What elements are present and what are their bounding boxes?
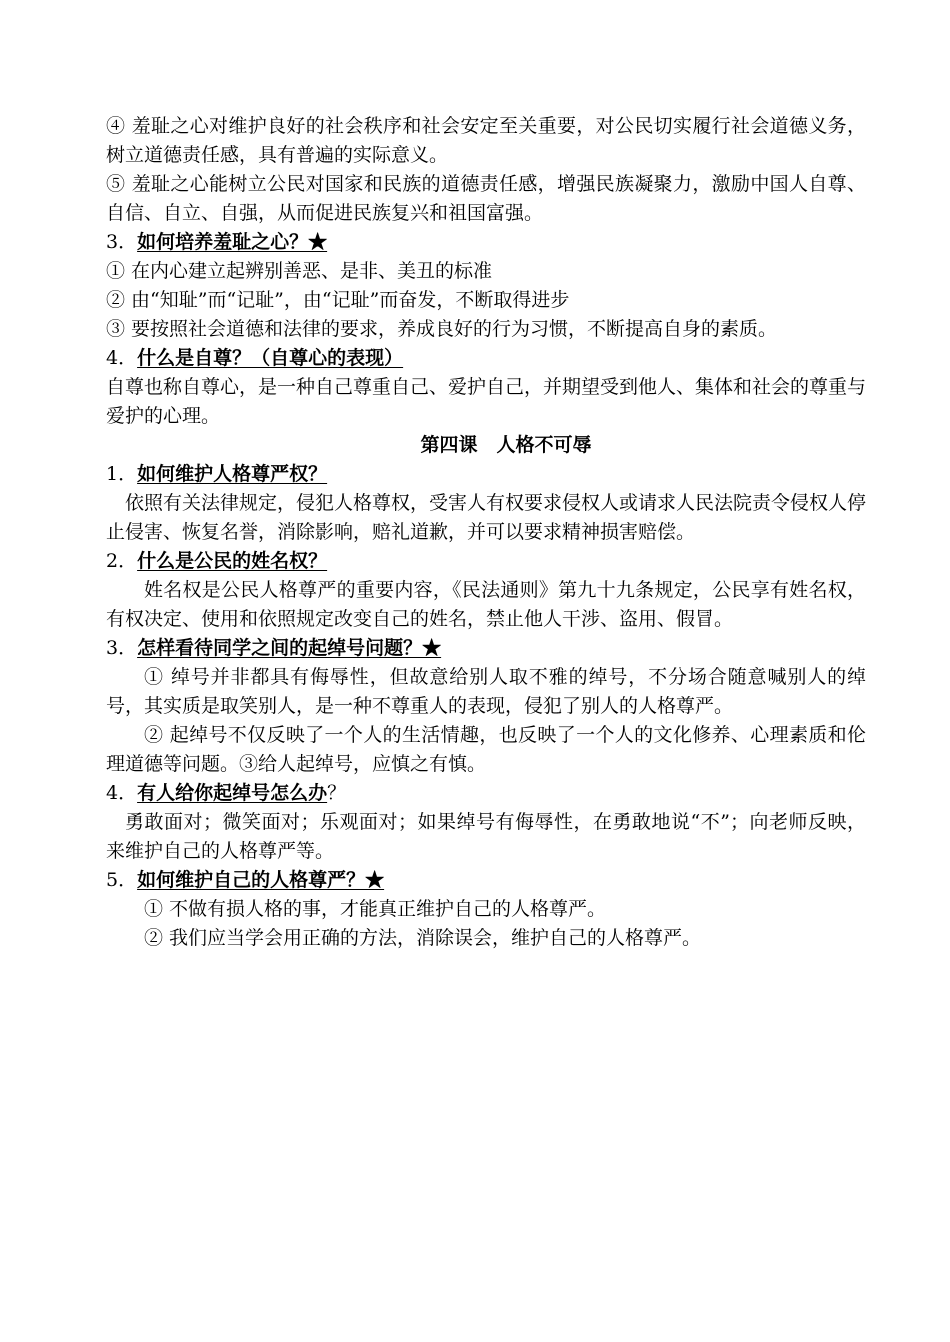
- list-item: ② 我们应当学会用正确的方法，消除误会，维护自己的人格尊严。: [144, 927, 702, 949]
- question-number: 3．: [106, 637, 138, 659]
- question-title: 如何维护人格尊严权？: [137, 463, 328, 485]
- answer-paragraph: ② 起绰号不仅反映了一个人的生活情趣，也反映了一个人的文化修养、心理素质和伦理道德等问题。③给人起绰号，应慎之有慎。: [106, 724, 866, 775]
- list-item: ① 不做有损人格的事，才能真正维护自己的人格尊严。: [144, 898, 607, 920]
- question-title: 如何维护自己的人格尊严？★: [137, 869, 385, 891]
- question-heading-3: [106, 228, 866, 257]
- list-item: ③ 要按照社会道德和法律的要求，养成良好的行为习惯，不断提高自身的素质。: [106, 318, 778, 340]
- answer-paragraph: 自尊也称自尊心，是一种自己尊重自己、爱护自己，并期望受到他人、集体和社会的尊重与爱护的心理。: [106, 376, 867, 427]
- question-title: 什么是公民的姓名权？: [137, 550, 328, 572]
- list-item: ② 由“知耻”而“记耻”，由“记耻”而奋发，不断取得进步: [106, 289, 570, 311]
- answer-paragraph: 勇敢面对；微笑面对；乐观面对；如果绰号有侮辱性，在勇敢地说“不”；向老师反映，来维护自己的人格尊严等。: [106, 811, 866, 862]
- lesson-question-heading-2: [106, 547, 866, 576]
- question-title: 什么是自尊？（自尊心的表现）: [137, 347, 404, 369]
- question-title: 怎样看待同学之间的起绰号问题？★: [137, 637, 442, 659]
- document-page: [106, 112, 866, 953]
- question-number: 4．: [106, 347, 138, 369]
- lesson-question-heading-3: [106, 634, 866, 663]
- question-mark: ？: [327, 782, 347, 804]
- question-heading-4: [106, 344, 866, 373]
- paragraph-shame-item-5: ⑤ 羞耻之心能树立公民对国家和民族的道德责任感，增强民族凝聚力，激励中国人自尊、自信、自立、自强，从而促进民族复兴和祖国富强。: [106, 173, 866, 224]
- question-number: 4．: [106, 782, 138, 804]
- lesson-question-heading-4: [106, 779, 866, 808]
- lesson-title: 第四课 人格不可辱: [420, 434, 592, 456]
- question-number: 2．: [106, 550, 138, 572]
- paragraph-shame-item-4: ④ 羞耻之心对维护良好的社会秩序和社会安定至关重要，对公民切实履行社会道德义务，树立道德责任感，具有普遍的实际意义。: [106, 115, 866, 166]
- list-item: ① 在内心建立起辨别善恶、是非、美丑的标准: [106, 260, 493, 282]
- question-number: 1．: [106, 463, 138, 485]
- lesson-question-heading-1: [106, 460, 866, 489]
- question-title: 有人给你起绰号怎么办: [137, 782, 328, 804]
- answer-paragraph: 姓名权是公民人格尊严的重要内容，《民法通则》第九十九条规定，公民享有姓名权，有权决定、使用和依照规定改变自己的姓名，禁止他人干涉、盗用、假冒。: [106, 579, 866, 630]
- lesson-question-heading-5: [106, 866, 866, 895]
- answer-paragraph: ① 绰号并非都具有侮辱性，但故意给别人取不雅的绰号，不分场合随意喊别人的绰号，其实质是取笑别人，是一种不尊重人的表现，侵犯了别人的人格尊严。: [106, 666, 866, 717]
- question-title: 如何培养羞耻之心？★: [137, 231, 328, 253]
- question-number: 3．: [106, 231, 138, 253]
- question-number: 5．: [106, 869, 138, 891]
- answer-paragraph: 依照有关法律规定，侵犯人格尊权，受害人有权要求侵权人或请求人民法院责令侵权人停止侵害、恢复名誉，消除影响，赔礼道歉，并可以要求精神损害赔偿。: [106, 492, 867, 543]
